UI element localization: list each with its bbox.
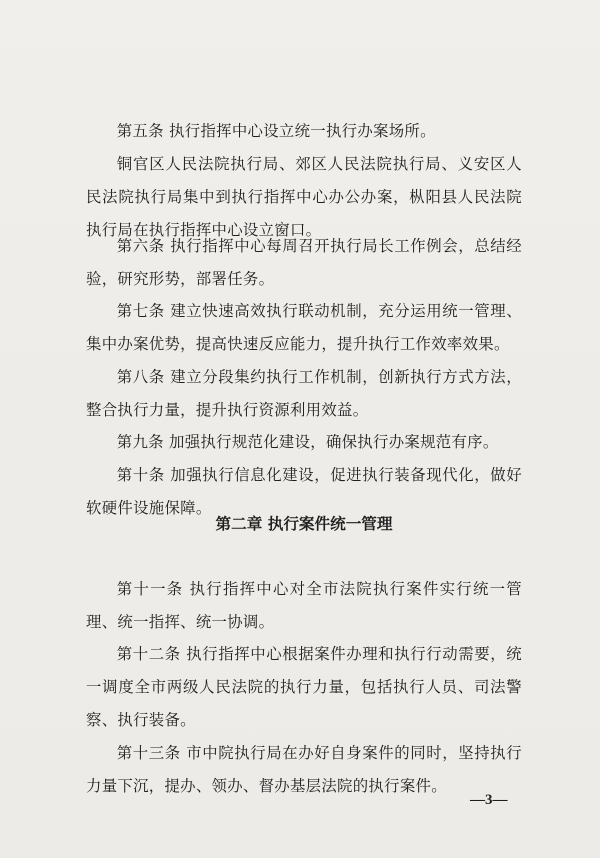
article-12: 第十二条 执行指挥中心根据案件办理和执行行动需要，统一调度全市两级人民法院的执行力量，包括执行人员、司法警察、执行装备。 [86, 645, 522, 729]
article-8: 第八条 建立分段集约执行工作机制，创新执行方式方法，整合执行力量，提升执行资源利用效益。 [86, 368, 522, 419]
article-11: 第十一条 执行指挥中心对全市法院执行案件实行统一管理、统一指挥、统一协调。 [86, 580, 522, 631]
article-5: 第五条 执行指挥中心设立统一执行办案场所。 [116, 122, 436, 140]
article-6: 第六条 执行指挥中心每周召开执行局长工作例会，总结经验，研究形势，部署任务。 [86, 237, 522, 288]
page-number: —3— [470, 792, 508, 808]
article-9: 第九条 加强执行规范化建设，确保执行办案规范有序。 [116, 433, 499, 451]
article-13: 第十三条 市中院执行局在办好自身案件的同时，坚持执行力量下沉，提办、领办、督办基层法院的执行案件。 [86, 744, 522, 795]
article-7: 第七条 建立快速高效执行联动机制，充分运用统一管理、集中办案优势，提高快速反应能力，提升执行工作效率效果。 [86, 302, 522, 353]
article-10: 第十条 加强执行信息化建设，促进执行装备现代化，做好软硬件设施保障。 [86, 466, 522, 517]
article-5-detail: 铜官区人民法院执行局、郊区人民法院执行局、义安区人民法院执行局集中到执行指挥中心办公办案，枞阳县人民法院执行局在执行指挥中心设立窗口。 [86, 155, 522, 239]
chapter-heading: 第二章 执行案件统一管理 [215, 515, 393, 533]
